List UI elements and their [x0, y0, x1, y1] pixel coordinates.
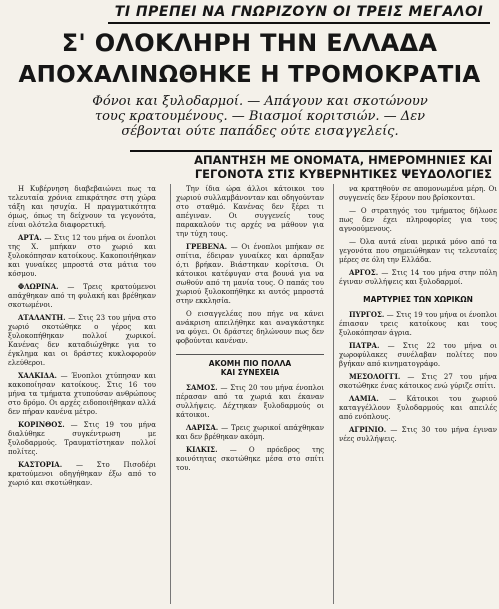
headline-line-2: ΑΠΟΧΑΛΙΝΩΘΗΚΕ Η ΤΡΟΜΟΚΡΑΤΙΑ — [18, 62, 481, 88]
dateline: ΚΑΣΤΟΡΙΑ. — [18, 460, 63, 469]
paragraph-text: — Στις 23 του μήνα στο χωριό σκοτώθηκε ο γέρος και ξυλοκοπήθηκαν πολλοί χωρικοί. Κανένας δεν καταδιώχθηκε για το έγκλημα και οι δράστες κυκλοφορούν ελεύθεροι. — [8, 314, 156, 367]
paragraph-text: Η Κυβέρνηση διαβεβαιώνει πως τα τελευταία χρόνια επικράτησε στη χώρα τάξη και ησυχία. Η πραγματικότητα όμως, όπως τη δείχνουν τα γεγονότα, είναι ολότελα διαφορετική. — [8, 185, 156, 229]
subdeck-line: σέβονται ούτε παπάδες ούτε εισαγγελείς. — [121, 124, 399, 139]
dateline: ΠΑΤΡΑ. — [349, 341, 380, 350]
article-column-3 — [333, 184, 497, 604]
article-paragraph — [176, 242, 324, 306]
article-paragraph — [339, 425, 497, 444]
paragraph-text: — Στις 12 του μήνα οι ένοπλοι της Χ. μπήκαν στο χωριό και ξυλοκόπησαν κατοίκους. Κακοποιήθηκαν και γυναίκες μπροστά στα μάτια του κόσμου. — [8, 234, 156, 278]
article-paragraph — [8, 282, 156, 310]
dateline: ΣΑΜΟΣ. — [186, 383, 218, 392]
dateline: ΚΟΡΙΝΘΟΣ. — [18, 420, 65, 429]
secondary-deck-line: ΑΠΑΝΤΗΣΗ ΜΕ ΟΝΟΜΑΤΑ, ΗΜΕΡΟΜΗΝΙΕΣ ΚΑΙ — [130, 150, 492, 167]
article-paragraph — [8, 460, 156, 488]
kicker: ΤΙ ΠΡΕΠΕΙ ΝΑ ΓΝΩΡΙΖΟΥΝ ΟΙ ΤΡΕΙΣ ΜΕΓΑΛΟΙ — [108, 2, 490, 24]
paragraph-text: — Ο στρατηγός του τμήματος δήλωσε πως δεν έχει πληροφορίες για τους αγνοούμενους. — [339, 207, 497, 233]
paragraph-text: — Στις 27 του μήνα σκοτώθηκε ένας κάτοικος ενώ γύριζε σπίτι. — [339, 373, 497, 390]
article-paragraph — [8, 371, 156, 417]
secondary-deck-line: ΓΕΓΟΝΟΤΑ ΣΤΙΣ ΚΥΒΕΡΝΗΤΙΚΕΣ ΨΕΥΔΟΛΟΓΙΕΣ — [194, 167, 492, 181]
subdeck — [60, 94, 460, 139]
article-paragraph — [339, 372, 497, 391]
dateline: ΛΑΡΙΣΑ. — [186, 423, 219, 432]
headline-line-1: Σ' ΟΛΟΚΛΗΡΗ ΤΗΝ ΕΛΛΑΔΑ — [61, 29, 438, 57]
article-paragraph — [8, 184, 156, 230]
article-paragraph — [176, 423, 324, 442]
paragraph-text: — Ένοπλοι χτύπησαν και κακοποίησαν κατοίκους. Στις 16 του μήνα τα τμήματα χτυπούσαν ανθρώπους στο δρόμο. Οι αρχές ειδοποιήθηκαν αλλά δεν πήραν κανένα μέτρο. — [8, 372, 156, 416]
article-paragraph — [176, 184, 324, 239]
article-paragraph — [339, 206, 497, 234]
article-paragraph — [339, 341, 497, 369]
paragraph-text: — Στις 19 του μήνα διαλύθηκε συγκέντρωση με ξυλοδαρμούς. Τραυματίστηκαν πολλοί πολίτες. — [8, 421, 156, 456]
column-2-subhead — [176, 354, 324, 377]
dateline: ΛΑΜΙΑ. — [349, 394, 379, 403]
paragraph-text: — Κάτοικοι του χωριού καταγγέλλουν ξυλοδαρμούς και απειλές από ενόπλους. — [339, 395, 497, 421]
article-paragraph — [339, 184, 497, 203]
paragraph-text: — Στις 19 του μήνα οι ένοπλοι έπιασαν τρεις κατοίκους και τους ξυλοκόπησαν άγρια. — [339, 311, 497, 337]
dateline: ΑΡΤΑ. — [18, 233, 42, 242]
secondary-deck — [130, 150, 492, 181]
article-paragraph — [339, 268, 497, 287]
paragraph-text: Ο εισαγγελέας που πήγε να κάνει ανάκριση απειλήθηκε και αναγκάστηκε να φύγει. Οι δράστες δηλώνουν πως δεν φοβούνται κανέναν. — [176, 310, 324, 345]
dateline: ΚΙΛΚΙΣ. — [186, 445, 218, 454]
dateline: ΦΛΩΡΙΝΑ. — [18, 282, 59, 291]
paragraph-text: — Ο πρόεδρος της κοινότητας σκοτώθηκε μέσα στο σπίτι του. — [176, 446, 324, 472]
dateline: ΜΕΣΟΛΟΓΓΙ. — [349, 372, 401, 381]
paragraph-text: — Στις 30 του μήνα έγιναν νέες συλλήψεις. — [339, 426, 497, 443]
subdeck-line: Φόνοι και ξυλοδαρμοί. — Απάγουν και σκοτώνουν — [92, 94, 428, 109]
paragraph-text: — Στο Πισοδέρι κρατούμενοι οδηγήθηκαν έξω από το χωριό και σκοτώθηκαν. — [8, 461, 156, 487]
subhead-line: ΚΑΙ ΣΥΝΕΧΕΙΑ — [220, 368, 280, 377]
subdeck-line: τους κρατουμένους. — Βιασμοί κοριτσιών. — Δεν — [94, 109, 426, 124]
article-paragraph — [339, 237, 497, 265]
paragraph-text: — Στις 14 του μήνα στην πόλη έγιναν συλλήψεις και ξυλοδαρμοί. — [339, 269, 497, 286]
paragraph-text: — Στις 22 του μήνα οι χωροφύλακες συνέλαβαν πολίτες που βγήκαν από κινηματογράφο. — [339, 342, 497, 368]
dateline: ΑΤΑΛΑΝΤΗ. — [18, 313, 66, 322]
article-paragraph — [8, 313, 156, 368]
article-paragraph — [176, 309, 324, 346]
subhead-line: ΑΚΟΜΗ ΠΙΟ ΠΟΛΛΑ — [208, 359, 292, 368]
article-paragraph — [176, 383, 324, 420]
paragraph-text: — Τρεις κρατούμενοι απάχθηκαν από τη φυλακή και βρέθηκαν σκοτωμένοι. — [8, 283, 156, 309]
dateline: ΑΓΡΙΝΙΟ. — [349, 425, 387, 434]
paragraph-text: Την ίδια ώρα άλλοι κάτοικοι του χωριού συλλαμβάνονταν και οδηγούνταν στο σταθμό. Κανένας δεν ξέρει τι απέγιναν. Οι συγγενείς τους παρακαλούν τις αρχές να μάθουν για την τύχη τους. — [176, 185, 324, 238]
paragraph-text: — Τρεις χωρικοί απάχθηκαν και δεν βρέθηκαν ακόμη. — [176, 424, 324, 441]
dateline: ΧΑΛΚΙΔΑ. — [18, 371, 57, 380]
article-paragraph — [8, 233, 156, 279]
paragraph-text: — Οι ένοπλοι μπήκαν σε σπίτια, έδειραν γυναίκες και άρπαξαν ό,τι βρήκαν. Βιάστηκαν κορίτσια. Οι κάτοικοι κατέφυγαν στα βουνά για να σωθούν από τη μανία τους. Ο παπάς του χωριού ξυλοκοπήθηκε κι αυτός μπροστά στην εκκλησία. — [176, 243, 324, 305]
article-paragraph — [176, 445, 324, 473]
article-column-2 — [170, 184, 324, 604]
article-column-1 — [8, 184, 156, 604]
dateline: ΠΥΡΓΟΣ. — [349, 310, 385, 319]
paragraph-text: — Όλα αυτά είναι μερικά μόνο από τα γεγονότα που σημειώθηκαν τις τελευταίες μέρες σε όλη την Ελλάδα. — [339, 238, 497, 264]
dateline: ΓΡΕΒΕΝΑ. — [186, 242, 228, 251]
article-paragraph — [339, 394, 497, 422]
paragraph-text: να κρατηθούν σε απομονωμένα μέρη. Οι συγγενείς δεν ξέρουν που βρίσκονται. — [339, 185, 497, 202]
paragraph-text: — Στις 20 του μήνα ένοπλοι πέρασαν από τα χωριά και έκαναν συλλήψεις. Δέχτηκαν ξυλοδαρμούς οι κάτοικοι. — [176, 384, 324, 419]
article-paragraph — [339, 310, 497, 338]
column-3-subhead: ΜΑΡΤΥΡΙΕΣ ΤΩΝ ΧΩΡΙΚΩΝ — [363, 295, 473, 304]
article-paragraph — [8, 420, 156, 457]
dateline: ΑΡΓΟΣ. — [349, 268, 379, 277]
